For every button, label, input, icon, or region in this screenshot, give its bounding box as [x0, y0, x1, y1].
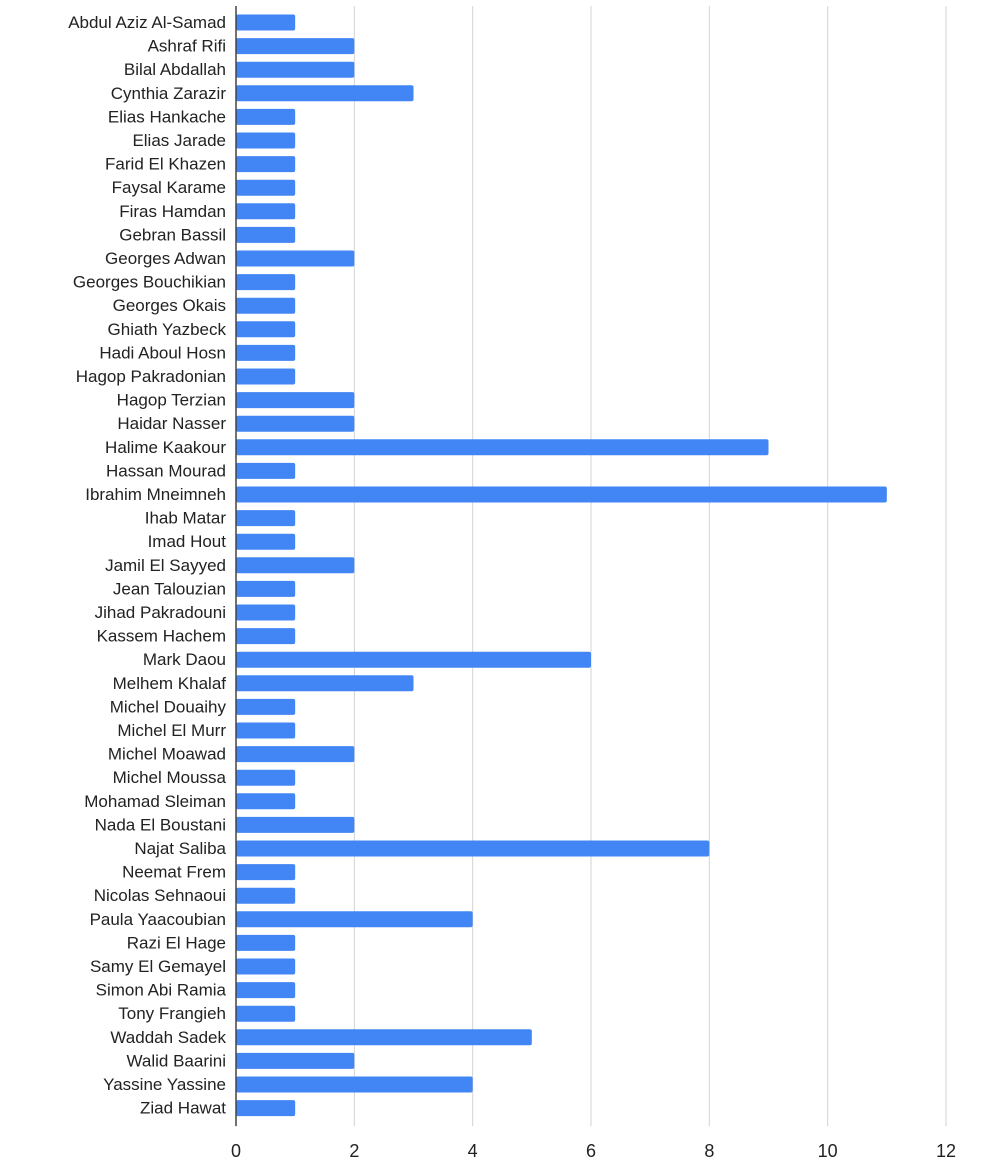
bar-5	[236, 133, 295, 149]
bar-20	[236, 487, 887, 503]
bar-10	[236, 251, 354, 267]
bar-32	[236, 770, 295, 786]
category-label: Michel Douaihy	[109, 697, 226, 717]
x-tick-label: 6	[585, 1141, 597, 1161]
category-label: Jihad Pakradouni	[94, 603, 226, 622]
bar-21	[236, 510, 295, 526]
bar-9	[236, 227, 295, 243]
category-label: Georges Okais	[112, 296, 226, 316]
category-label: Samy El Gemayel	[89, 957, 226, 976]
category-label: Michel Moussa	[112, 768, 226, 788]
category-label: Firas Hamdan	[119, 201, 226, 221]
bar-12	[236, 298, 295, 314]
category-label: Waddah Sadek	[110, 1027, 226, 1047]
category-label: Neemat Frem	[122, 862, 226, 882]
x-tick-label: 10	[817, 1141, 838, 1161]
bar-39	[236, 935, 295, 951]
bar-15	[236, 369, 295, 385]
bar-34	[236, 817, 354, 833]
category-label: Hagop Terzian	[116, 390, 226, 410]
category-label: Hadi Aboul Hosn	[99, 343, 226, 363]
category-label: Faysal Karame	[111, 178, 226, 198]
bar-46	[236, 1100, 295, 1116]
bar-7	[236, 180, 295, 196]
bar-0	[236, 15, 295, 31]
bar-22	[236, 534, 295, 550]
category-label: Cynthia Zarazir	[110, 83, 226, 103]
category-label: Nada El Boustani	[94, 815, 226, 835]
bar-13	[236, 321, 295, 337]
bar-41	[236, 982, 295, 998]
bar-2	[236, 62, 354, 78]
bar-35	[236, 841, 709, 857]
bar-27	[236, 652, 591, 668]
bar-18	[236, 439, 769, 455]
category-label: Paula Yaacoubian	[89, 909, 226, 929]
bar-40	[236, 959, 295, 975]
category-label: Jamil El Sayyed	[105, 555, 226, 575]
bar-25	[236, 605, 295, 621]
category-labels	[68, 13, 226, 1118]
bar-36	[236, 864, 295, 880]
category-label: Hagop Pakradonian	[75, 367, 226, 386]
bar-26	[236, 628, 295, 644]
bar-44	[236, 1053, 354, 1069]
bar-6	[236, 156, 295, 172]
x-tick-label: 12	[935, 1141, 957, 1161]
category-label: Imad Hout	[147, 532, 226, 552]
bar-14	[236, 345, 295, 361]
x-tick-label: 2	[349, 1141, 360, 1161]
category-label: Kassem Hachem	[96, 626, 226, 646]
bar-24	[236, 581, 295, 597]
x-tick-label: 8	[704, 1141, 715, 1161]
bar-37	[236, 888, 295, 904]
category-label: Gebran Bassil	[119, 225, 226, 245]
category-label: Bilal Abdallah	[123, 60, 226, 80]
category-label: Mark Daou	[142, 650, 226, 670]
bar-4	[236, 109, 295, 125]
category-label: Halime Kaakour	[105, 437, 226, 457]
category-label: Yassine Yassine	[103, 1075, 226, 1094]
bar-16	[236, 392, 354, 408]
category-label: Razi El Hage	[126, 933, 226, 953]
category-label: Ihab Matar	[144, 508, 226, 528]
bar-43	[236, 1029, 532, 1045]
category-label: Simon Abi Ramia	[95, 980, 226, 1000]
bar-23	[236, 557, 354, 573]
bar-1	[236, 38, 354, 54]
bar-45	[236, 1077, 473, 1093]
bar-28	[236, 675, 414, 691]
bar-19	[236, 463, 295, 479]
category-label: Michel El Murr	[117, 721, 226, 740]
category-label: Hassan Mourad	[105, 461, 226, 481]
category-label: Elias Jarade	[132, 131, 226, 150]
bar-31	[236, 746, 354, 762]
bar-33	[236, 793, 295, 809]
category-label: Ghiath Yazbeck	[107, 319, 226, 339]
category-label: Nicolas Sehnaoui	[93, 886, 226, 906]
bar-3	[236, 85, 414, 101]
category-label: Ibrahim Mneimneh	[85, 485, 226, 504]
category-label: Ashraf Rifi	[147, 36, 226, 56]
bars	[236, 15, 887, 1117]
category-label: Tony Frangieh	[118, 1004, 226, 1024]
category-label: Farid El Khazen	[105, 154, 226, 174]
bar-17	[236, 416, 354, 432]
bar-38	[236, 911, 473, 927]
category-label: Haidar Nasser	[117, 414, 226, 434]
category-label: Georges Adwan	[105, 249, 226, 268]
category-label: Mohamad Sleiman	[84, 791, 226, 811]
x-tick-label: 0	[230, 1141, 242, 1161]
category-label: Najat Saliba	[134, 839, 226, 858]
category-label: Michel Moawad	[107, 744, 226, 764]
gridlines	[354, 6, 946, 1126]
bar-29	[236, 699, 295, 715]
category-label: Georges Bouchikian	[72, 272, 226, 292]
category-label: Elias Hankache	[107, 107, 226, 127]
bar-42	[236, 1006, 295, 1022]
category-label: Walid Baarini	[126, 1051, 226, 1071]
category-label: Ziad Hawat	[140, 1098, 226, 1118]
bar-30	[236, 723, 295, 739]
bar-11	[236, 274, 295, 290]
x-tick-labels	[231, 1141, 956, 1161]
category-label: Jean Talouzian	[112, 579, 226, 599]
category-label: Abdul Aziz Al-Samad	[68, 13, 226, 32]
category-label: Melhem Khalaf	[112, 673, 226, 693]
x-tick-label: 4	[467, 1141, 478, 1161]
bar-8	[236, 203, 295, 219]
